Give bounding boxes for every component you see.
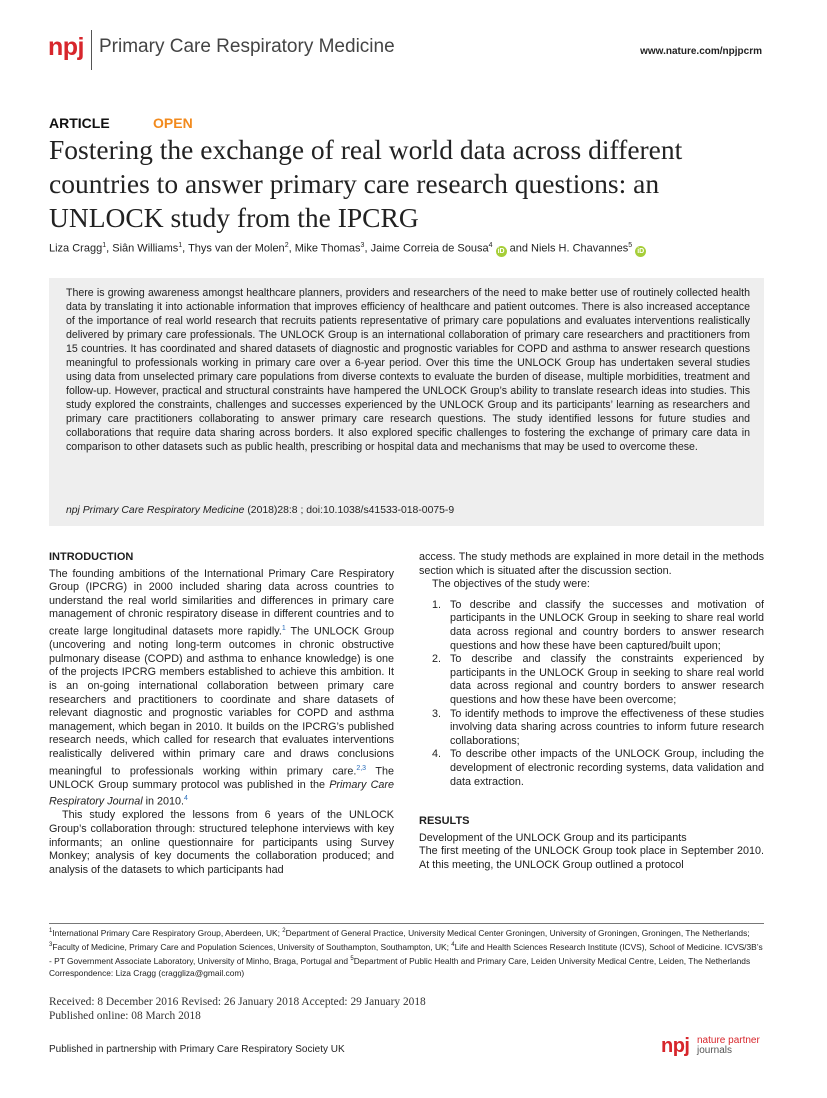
methods-continuation: access. The study methods are explained in more detail in the methods section which is situated after the discussion section. bbox=[419, 551, 764, 577]
author-affiliation-sup: 5 bbox=[628, 242, 633, 249]
results-subheading: Development of the UNLOCK Group and its participants bbox=[419, 831, 687, 844]
author-affiliation-sup: 1 bbox=[178, 242, 183, 249]
affiliation-text: Department of General Practice, University Medical Center Groningen, University of Groningen, Groningen, The Netherlands; bbox=[285, 927, 750, 938]
partner-line-1: nature partner bbox=[697, 1035, 760, 1046]
objectives-list bbox=[419, 599, 764, 789]
objective-item bbox=[419, 599, 764, 653]
affiliation-text: International Primary Care Respiratory Group, Aberdeen, UK; bbox=[52, 927, 283, 938]
article-title: Fostering the exchange of real world data across different countries to answer primary care research questions: an UNLOCK study from the IPCRG bbox=[49, 134, 683, 233]
objective-number: 1. bbox=[432, 598, 442, 611]
header-divider bbox=[91, 30, 92, 70]
correspondence-line: Correspondence: Liza Cragg (cragglizа@gmail.com) bbox=[49, 968, 245, 978]
author-name[interactable]: Thys van der Molen bbox=[188, 242, 285, 255]
objective-number: 3. bbox=[432, 707, 442, 720]
citation-doi[interactable]: (2018)28:8 ; doi:10.1038/s41533-018-0075-9 bbox=[244, 505, 455, 516]
author-name[interactable]: Siân Williams bbox=[112, 242, 179, 255]
partner-line-2: journals bbox=[697, 1045, 733, 1056]
objective-text: To describe other impacts of the UNLOCK Group, including the development of electronic recording systems, data validation and data extraction. bbox=[450, 748, 764, 788]
affiliation-sup: 3 bbox=[49, 942, 53, 948]
affiliations-footnote bbox=[49, 925, 764, 979]
affiliation-sup: 2 bbox=[282, 928, 286, 934]
affiliations-list bbox=[49, 928, 763, 966]
npj-logo: npj bbox=[48, 33, 84, 61]
author-name[interactable]: Niels H. Chavannes bbox=[531, 242, 629, 255]
intro-paragraph-1 bbox=[49, 568, 394, 810]
received-dates: Received: 8 December 2016 Revised: 26 January 2018 Accepted: 29 January 2018 bbox=[49, 996, 426, 1008]
objective-text: To describe and classify the successes and motivation of participants in the UNLOCK Group in seeking to share real world data across regional and country borders to answer research questions and how these have been captured/built upon; bbox=[450, 598, 764, 652]
affiliation-sup: 4 bbox=[451, 942, 455, 948]
results-paragraph: The first meeting of the UNLOCK Group took place in September 2010. At this meeting, the UNLOCK Group outlined a protocol bbox=[419, 845, 764, 871]
affiliation-text: Department of Public Health and Primary Care, Leiden University Medical Centre, Leiden, The Netherlands bbox=[353, 955, 751, 966]
intro-paragraph-2: This study explored the lessons from 6 years of the UNLOCK Group’s collaboration through: structured telephone interviews with key informants; an online questionnaire for participants using Survey Monkey; analysis of key documents the collaboration produced; and analysis of the datasets to which participants had bbox=[49, 809, 394, 876]
nature-partner-journals-text bbox=[697, 1036, 760, 1056]
journal-reference: Primary Care Respiratory Journal bbox=[49, 778, 395, 808]
results-section bbox=[419, 815, 764, 872]
article-type-label: ARTICLE bbox=[49, 115, 110, 131]
intro-text: The UNLOCK Group summary protocol was published in the bbox=[49, 765, 394, 791]
author-affiliation-sup: 1 bbox=[102, 242, 107, 249]
abstract-text: There is growing awareness amongst healthcare planners, providers and researchers of the need to make better use of routinely collected health data by translating it into actionable information that improves efficiency of healthcare and patient outcomes. There is also increased acceptance of the importance of real world research that recruits patients representative of primary care populations and evaluates interventions realistically delivered by primary care professionals. The UNLOCK Group is an international collaboration of primary care researchers and practitioners from 15 countries. It has coordinated and shared datasets of diagnostic and prognostic variables for COPD and asthma to answer research questions meaningful to professionals working in primary care over a 6-year period. Over this time the UNLOCK Group has undertaken several studies using data from unselected primary care populations from diverse contexts to evaluate the burden of disease, multiple morbidities, treatment and follow-up. However, practical and structural constraints have hampered the UNLOCK Group’s ability to translate research ideas into studies. This study explored the constraints, challenges and successes experienced by the UNLOCK Group and its participants’ learning as researchers and primary care practitioners collaborating to answer primary care research questions. The study identified lessons for future studies and collaborations that require data sharing across borders. It also explored specific challenges to fostering the exchange of primary care data in comparison to other datasets such as public health, prescribing or hospital data and mechanisms that may be used to overcome these. bbox=[66, 287, 750, 453]
open-access-badge: OPEN bbox=[153, 115, 193, 131]
author-name[interactable]: Jaime Correia de Sousa bbox=[370, 242, 489, 255]
nature-partner-journals-logo: npj bbox=[661, 1035, 690, 1057]
objectives-intro: The objectives of the study were: bbox=[432, 578, 590, 591]
left-column bbox=[49, 551, 394, 877]
section-heading-introduction: INTRODUCTION bbox=[49, 551, 134, 563]
orcid-icon[interactable]: iD bbox=[497, 247, 505, 255]
objective-item bbox=[419, 748, 764, 789]
objective-text: To describe and classify the constraints experienced by participants in the UNLOCK Group in seeking to share real world data across regional and country borders to answer research questions and how these have been overcome; bbox=[450, 653, 764, 706]
author-affiliation-sup: 2 bbox=[284, 242, 289, 249]
partnership-note: Published in partnership with Primary Care Respiratory Society UK bbox=[49, 1044, 345, 1055]
affiliation-sup: 5 bbox=[350, 956, 354, 962]
journal-name: Primary Care Respiratory Medicine bbox=[99, 36, 395, 57]
footnote-divider bbox=[49, 923, 764, 924]
orcid-icon[interactable]: iD bbox=[637, 247, 645, 255]
objective-number: 4. bbox=[432, 748, 442, 761]
published-date: Published online: 08 March 2018 bbox=[49, 1010, 201, 1022]
objective-text: To identify methods to improve the effectiveness of these studies involving data sharing across countries to inform future research collaborations; bbox=[450, 707, 764, 747]
publication-dates bbox=[49, 995, 426, 1023]
affiliation-text: Life and Health Sciences Research Institute (ICVS), School of Medicine. ICVS/3B’s - PT Government Associate Laboratory, University of Minho, Braga, Portugal and bbox=[49, 941, 763, 966]
journal-url-link[interactable]: www.nature.com/npjpcrm bbox=[640, 46, 762, 57]
intro-text: in 2010. bbox=[142, 795, 185, 808]
author-list: Liza Cragg$^1$, Siân Williams$^1$, Thys van der Molen$^2$, Mike Thomas$^3$, Jaime Correia de Sousa$^4$ iD and Niels H. Chavannes$^5$ iD bbox=[49, 242, 645, 255]
reference-link[interactable]: 2,3 bbox=[356, 764, 367, 772]
reference-link[interactable]: 4 bbox=[184, 795, 188, 803]
author-name[interactable]: Liza Cragg bbox=[49, 242, 103, 255]
section-heading-results: RESULTS bbox=[419, 815, 470, 828]
citation-journal: npj Primary Care Respiratory Medicine bbox=[66, 505, 245, 516]
author-affiliation-sup: 3 bbox=[360, 242, 365, 249]
objective-item bbox=[419, 708, 764, 749]
citation-line bbox=[66, 505, 454, 516]
author-affiliation-sup: 4 bbox=[488, 242, 493, 249]
intro-text: The UNLOCK Group (uncovering and noting long-term outcomes in chronic obstructive pulmonary disease (COPD) and asthma to enhance knowledge) is one of the projects IPCRG members established to achieve this ambition. It is an on-going international collaboration between primary care researchers and practitioners to coordinate and share datasets of relevant diagnostic and prognostic variables for COPD and asthma management, which began in 2010. It builds on the IPCRG’s published research needs, which called for research that evaluates interventions realistically delivered within primary care and draws conclusions meaningful to professionals working within primary care. bbox=[49, 625, 395, 778]
right-column bbox=[419, 551, 764, 872]
intro-text: The founding ambitions of the International Primary Care Respiratory Group (IPCRG) in 2000 included sharing data across countries to understand the real world similarities and differences in primary care management of chronic respiratory disease in different countries and to create large longitudinal datasets more rapidly. bbox=[49, 567, 394, 638]
affiliation-text: Faculty of Medicine, Primary Care and Population Sciences, University of Southampton, Southampton, UK; bbox=[52, 941, 452, 952]
affiliation-sup: 1 bbox=[49, 928, 53, 934]
author-name[interactable]: Mike Thomas bbox=[294, 242, 361, 255]
reference-link[interactable]: 1 bbox=[281, 624, 286, 632]
objective-item bbox=[419, 653, 764, 707]
objective-number: 2. bbox=[432, 653, 442, 666]
